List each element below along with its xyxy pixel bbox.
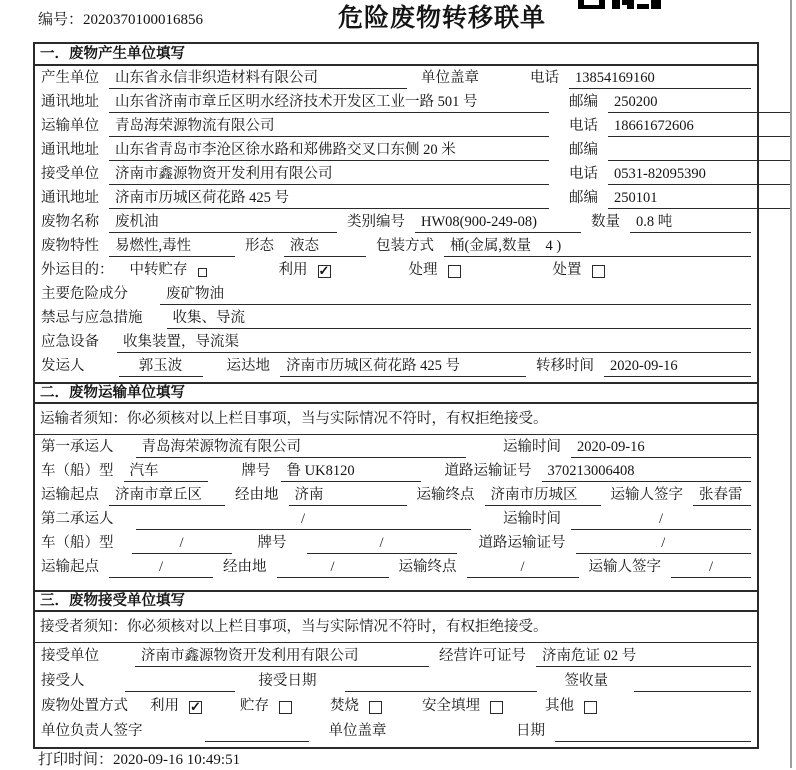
form-row	[41, 695, 751, 720]
option-label: 安全填埋	[422, 697, 480, 714]
checkbox-icon	[448, 265, 461, 278]
field-label: 单位盖章	[328, 722, 387, 739]
field-label: 外运目的：	[41, 261, 114, 278]
field-value: 废机油	[109, 213, 337, 233]
field-label: 车（船）型	[41, 534, 114, 551]
form-row	[41, 284, 751, 308]
field-label: 数量	[591, 213, 620, 230]
form-row	[41, 557, 751, 581]
field-value: /	[307, 534, 457, 554]
field-value: 收集、导流	[167, 309, 752, 329]
form-row	[41, 437, 751, 461]
section-note: 运输者须知：你必须核对以上栏目事项，当与实际情况不符时，有权拒绝接受。	[35, 404, 757, 435]
option-label: 利用	[150, 697, 179, 714]
field-value: 收集装置，导流渠	[117, 333, 751, 353]
field-label: 运输人签字	[588, 558, 661, 575]
field-label: 道路运输证号	[444, 462, 532, 479]
page-edge-line	[790, 0, 792, 768]
field-value: /	[136, 510, 471, 530]
field-label: 车（船）型	[41, 462, 114, 479]
field-value: /	[671, 558, 751, 578]
field-label: 运输起点	[41, 558, 99, 575]
field-value: 青岛海荣源物流有限公司	[109, 117, 549, 137]
section-rows	[35, 643, 757, 747]
form-row	[41, 164, 751, 188]
print-time	[38, 751, 240, 770]
checkbox-icon	[369, 701, 382, 714]
field-label: 第二承运人	[41, 510, 114, 527]
field-value: 汽车	[124, 462, 208, 482]
form-row	[41, 670, 751, 695]
field-value	[345, 690, 537, 692]
form-row	[41, 332, 751, 356]
field-value: /	[571, 510, 751, 530]
field-value	[634, 690, 751, 692]
form-row	[41, 485, 751, 509]
field-value	[125, 690, 235, 692]
field-label: 经营许可证号	[439, 647, 526, 664]
field-label: 通讯地址	[41, 189, 99, 206]
field-value: 山东省永信非织造材料有限公司	[109, 69, 407, 89]
field-label: 单位盖章	[421, 69, 479, 86]
field-value: 济南市鑫源物资开发利用有限公司	[135, 647, 429, 667]
section-note: 接受者须知：你必须核对以上栏目事项，当与实际情况不符时，有权拒绝接受。	[35, 612, 757, 643]
field-label: 运输时间	[503, 438, 561, 455]
field-value: 13854169160	[569, 69, 751, 89]
form-row	[41, 533, 751, 557]
field-value: HW08(900-249-08)	[415, 213, 581, 233]
field-label: 单位负责人签字	[41, 722, 143, 739]
field-value: 郭玉波	[119, 357, 203, 377]
section-rows	[35, 66, 757, 382]
field-label: 邮编	[569, 93, 598, 110]
field-label: 邮编	[569, 141, 598, 158]
field-label: 运达地	[226, 357, 270, 374]
field-label: 废物特性	[41, 237, 99, 254]
field-label: 第一承运人	[41, 438, 114, 455]
form-row	[41, 356, 751, 380]
field-label: 接受单位	[41, 647, 99, 664]
field-label: 签收量	[564, 672, 608, 689]
field-label: 牌号	[241, 462, 271, 479]
checkbox-icon	[584, 701, 597, 714]
option-label: 处置	[552, 261, 582, 278]
form-row	[41, 140, 751, 164]
field-label: 废物处置方式	[41, 697, 128, 714]
section-rows	[35, 435, 757, 590]
field-label: 电话	[530, 69, 559, 86]
checkbox-checked-icon	[189, 701, 202, 714]
field-label: 邮编	[569, 189, 598, 206]
field-label: 转移时间	[536, 357, 594, 374]
form-row	[41, 236, 751, 260]
field-value: 0.8 吨	[630, 213, 751, 233]
field-label: 发运人	[41, 357, 85, 374]
field-value: /	[109, 558, 213, 578]
checkbox-icon	[279, 701, 292, 714]
field-value: 济南市鑫源物资开发利用有限公司	[109, 165, 549, 185]
field-value: 鲁 UK8120	[281, 462, 421, 482]
field-label: 运输终点	[416, 486, 475, 503]
field-value: 250200	[608, 93, 790, 113]
field-value: /	[467, 558, 579, 578]
field-value: 济南市章丘区	[109, 486, 225, 506]
field-value: 桶(金属,数量 4 )	[444, 237, 751, 257]
field-label: 包装方式	[376, 237, 434, 254]
field-label: 经由地	[235, 486, 279, 503]
option-label: 其他	[545, 697, 574, 714]
field-value: 山东省青岛市李沧区徐水路和郑佛路交叉口东侧 20 米	[109, 141, 549, 161]
field-label: 形态	[245, 237, 274, 254]
form-row	[41, 509, 751, 533]
field-label: 日期	[516, 722, 545, 739]
form-row	[41, 92, 751, 116]
checkbox-icon	[592, 265, 605, 278]
form-row	[41, 645, 751, 670]
form-row	[41, 116, 751, 140]
form-row	[41, 212, 751, 236]
field-label: 废物名称	[41, 213, 99, 230]
field-value: 济南	[289, 486, 407, 506]
page-title: 危险废物转移联单	[337, 5, 546, 32]
section-header: 一．废物产生单位填写	[35, 44, 757, 66]
field-label: 通讯地址	[41, 141, 99, 158]
field-label: 接受单位	[41, 165, 99, 182]
checkbox-icon	[198, 268, 207, 277]
field-label: 主要危险成分	[41, 285, 128, 302]
field-label: 运输人签字	[610, 486, 683, 503]
form-row	[41, 720, 751, 745]
field-value: 济南市历城区荷花路 425 号	[280, 357, 526, 377]
field-value: 0531-82095390	[608, 165, 790, 185]
option-label: 中转贮存	[129, 261, 188, 278]
field-label: 运输起点	[41, 486, 99, 503]
form-row	[41, 188, 751, 212]
field-label: 经由地	[223, 558, 267, 575]
field-label: 类别编号	[347, 213, 405, 230]
field-label: 接受人	[41, 672, 85, 689]
field-value: 张春雷	[693, 486, 751, 506]
section-header: 三．废物接受单位填写	[35, 590, 757, 612]
field-label: 运输终点	[398, 558, 457, 575]
field-value	[205, 740, 309, 742]
field-label: 电话	[569, 165, 598, 182]
checkbox-checked-icon	[318, 265, 331, 278]
field-value: 济南市历城区荷花路 425 号	[109, 189, 549, 209]
field-value: 济南市历城区	[485, 486, 601, 506]
field-value: 废矿物油	[160, 285, 751, 305]
field-label: 道路运输证号	[478, 534, 566, 551]
print-time-label: 打印时间：	[38, 752, 114, 768]
field-label: 运输单位	[41, 117, 99, 134]
field-value: 山东省济南市章丘区明水经济技术开发区工业一路 501 号	[109, 93, 549, 113]
field-value: 2020-09-16	[571, 438, 751, 458]
field-value: 济南危证 02 号	[536, 647, 751, 667]
field-value: 液态	[284, 237, 366, 257]
field-value: 青岛海荣源物流有限公司	[136, 438, 466, 458]
field-label: 应急设备	[41, 333, 99, 350]
form-table	[33, 42, 759, 749]
form-row	[41, 461, 751, 485]
option-label: 焚烧	[330, 697, 359, 714]
field-label: 电话	[569, 117, 598, 134]
option-label: 利用	[278, 261, 308, 278]
field-label: 禁忌与应急措施	[41, 309, 143, 326]
field-value: 250101	[608, 189, 790, 209]
field-label: 牌号	[257, 534, 287, 551]
field-value: 18661672606	[608, 117, 790, 137]
form-row	[41, 260, 751, 284]
option-label: 处理	[408, 261, 438, 278]
field-value: 易燃性,毒性	[109, 237, 235, 257]
field-label: 通讯地址	[41, 93, 99, 110]
field-label: 接受日期	[258, 672, 317, 689]
field-value: /	[277, 558, 389, 578]
field-label: 产生单位	[41, 69, 99, 86]
form-row	[41, 308, 751, 332]
option-label: 贮存	[240, 697, 269, 714]
field-value: 2020-09-16	[604, 357, 751, 377]
field-value: 370213006408	[542, 462, 752, 482]
doc-number-label: 编号：	[38, 12, 84, 28]
field-value	[555, 740, 751, 742]
section-header: 二．废物运输单位填写	[35, 382, 757, 404]
print-time-value: 2020-09-16 10:49:51	[113, 752, 241, 768]
form-row	[41, 68, 751, 92]
field-label: 运输时间	[503, 510, 561, 527]
checkbox-icon	[490, 701, 503, 714]
field-value: /	[576, 534, 752, 554]
field-value	[608, 159, 790, 161]
doc-number-value: 2020370100016856	[83, 12, 204, 28]
field-value: /	[132, 534, 232, 554]
